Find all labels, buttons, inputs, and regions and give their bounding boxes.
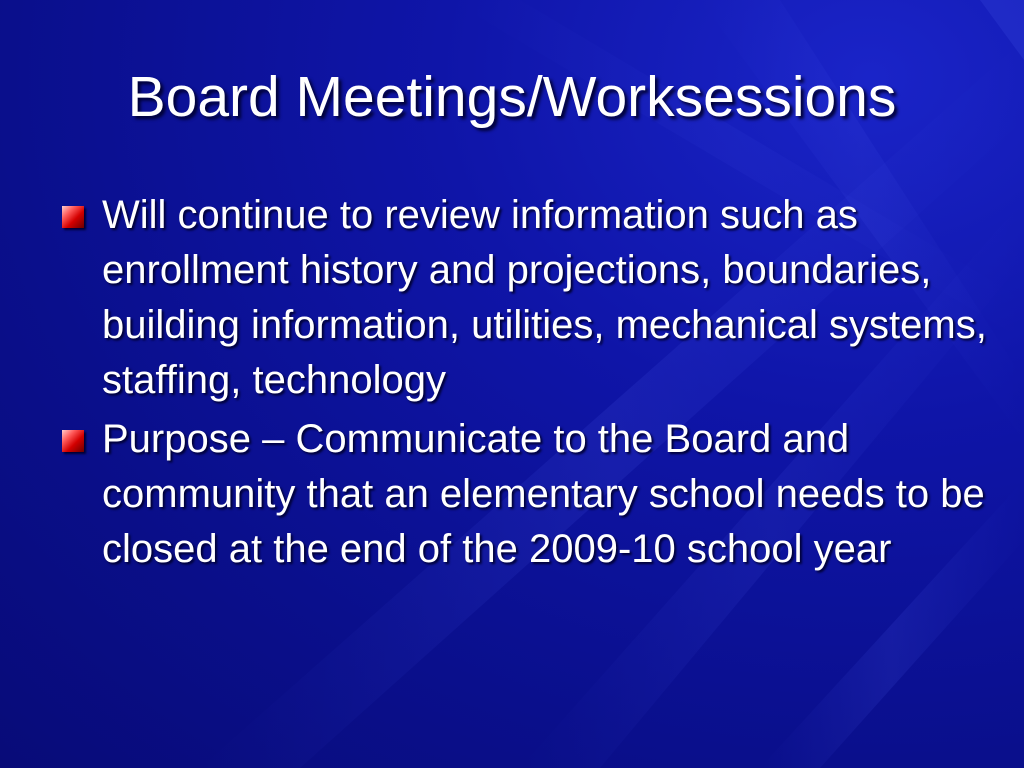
square-bullet-icon (62, 206, 84, 228)
bullet-text: Purpose – Communicate to the Board and community that an elementary school needs to be closed at the end of the 2009-10 school year (102, 417, 985, 571)
slide-title: Board Meetings/Worksessions (127, 65, 897, 129)
bullet-item (62, 188, 992, 408)
bullet-item (62, 412, 992, 577)
bullet-text: Will continue to review information such as enrollment history and projections, boundaries, building information, utilities, mechanical systems, staffing, technology (102, 193, 987, 402)
bullet-list (62, 188, 992, 581)
square-bullet-icon (62, 430, 84, 452)
